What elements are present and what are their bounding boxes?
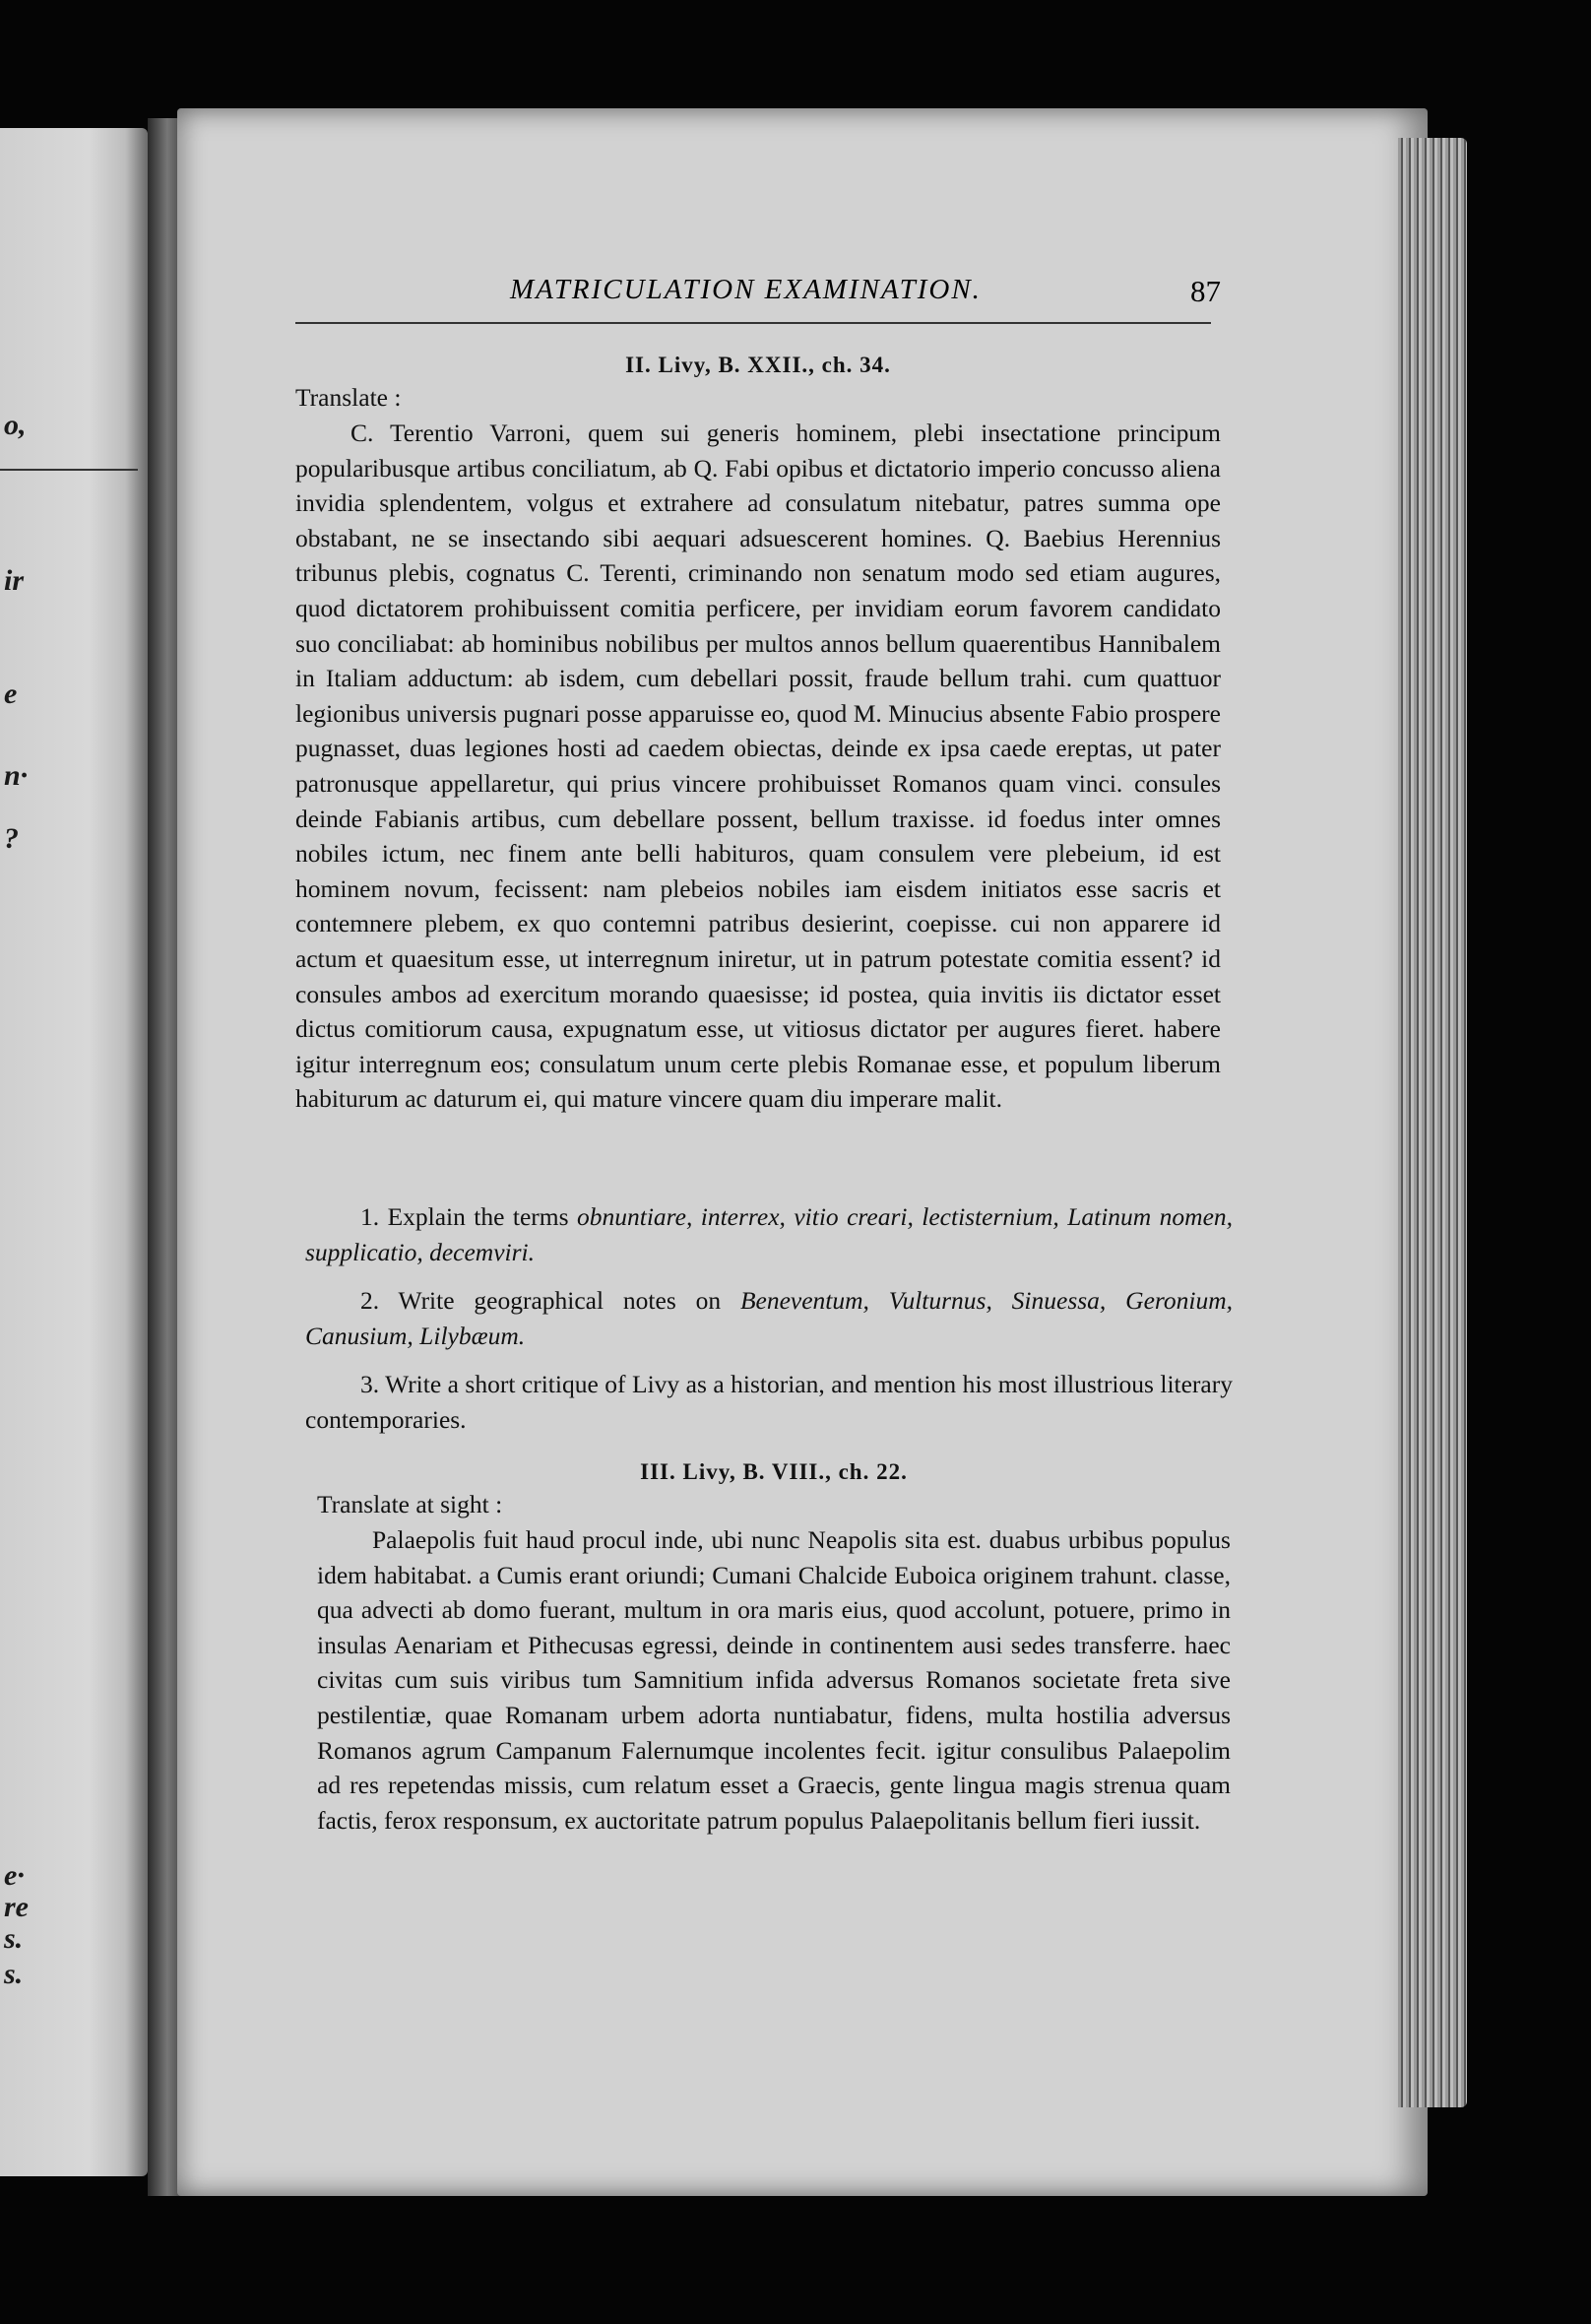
left-page-fragment: n· [4, 759, 29, 792]
left-page-fragment: e [4, 678, 18, 710]
left-page-rule [0, 469, 138, 471]
questions [305, 1199, 1233, 1438]
left-page-fragment: ? [4, 822, 19, 855]
translate-instruction: Translate : [295, 383, 402, 412]
left-page-fragment: s. [4, 1922, 24, 1955]
left-page-fragment: o, [4, 409, 27, 441]
question-2 [305, 1283, 1233, 1353]
section-heading: III. Livy, B. VIII., ch. 22. [640, 1459, 908, 1484]
question-text: Write a short critique of Livy as a historian, and mention his most illustrious literary contemporaries. [305, 1370, 1233, 1434]
section-heading: II. Livy, B. XXII., ch. 34. [625, 353, 891, 377]
section-iii [317, 1457, 1231, 1838]
left-page-fragment: e· [4, 1859, 25, 1892]
latin-passage: Palaepolis fuit haud procul inde, ubi nunc Neapolis sita est. duabus urbibus populus idem habitabat. a Cumis erant oriundi; Cumani Chalcide Euboica originem trahunt. classe, qua advecti ab domo fuerant, multum in ora maris eius, quod accolunt, potuere, primo in insulas Aenariam et Pithecusas egressi, deinde in continentem ausi sedes transferre. haec civitas cum suis viribus tum Samnitium infida adversus Romanos societate freta sive pestilentiæ, quae Romanam urbem adorta nuntiabatur, fidens, multa hostilia adversus Romanos agrum Campanum Falernumque incolentes fecit. igitur consulibus Palaepolim ad res repetendas missis, cum relatum esset a Graecis, gente lingua magis strenua quam factis, ferox responsum, ex auctoritate patrum populus Palaepolitanis bellum fieri iussit. [317, 1525, 1231, 1835]
page-edges [1398, 138, 1467, 2107]
running-head [295, 274, 1221, 313]
question-number: 3. [360, 1370, 380, 1399]
left-page-fragment: s. [4, 1958, 24, 1990]
question-terms: Beneventum, Vulturnus, Sinuessa, Geronium, Canusium, Lilybæum. [305, 1286, 1233, 1350]
question-text: Explain the terms [387, 1202, 577, 1231]
latin-passage: C. Terentio Varroni, quem sui generis hominem, plebi insectatione principum popularibusque artibus conciliatum, ab Q. Fabi opibus et dictatorio imperio concusso aliena invidia splendentem, volgus et extrahere ad consulatum nitebatur, patres summa ope obstabant, ne se insectando sibi aequari adsuescerent homines. Q. Baebius Herennius tribunus plebis, cognatus C. Terenti, criminando non senatum modo sed etiam augures, quod dictatorem prohibuissent comitia perficere, per invidiam eorum favorem candidato suo conciliabat: ab hominibus nobilibus per multos annos bellum quaerentibus Hannibalem in Italiam adductum: ab isdem, cum debellari possit, fraude bellum trahi. cum quattuor legionibus universis pugnari posse apparuisse eo, quod M. Minucius absente Fabio prospere pugnasset, duas legiones hosti ad caedem obiectas, deinde ex ipsa caede ereptas, ut pater patronusque appellaretur, qui prius vincere prohibuisset Romanos quam vinci. consules deinde Fabianis artibus, cum debellare possent, bellum traxisse. id foedus inter omnes nobiles ictum, nec finem ante belli habituros, quam consulem vere plebeium, id est hominem novum, fecissent: nam plebeios nobiles iam eisdem initiatos esse sacris et contemnere plebem, ex quo contemni patribus desierint, coepisse. cui non apparere id actum et quaesitum esse, ut interregnum iniretur, ut in patrum potestate comitia essent? id consules ambos ad exercitum morando quaesisse; id postea, quia invitis iis dictator esset dictus comitiorum causa, expugnatum esse, ut vitiosus dictator per augures fieret. habere igitur interregnum eos; consulatum unum certe plebis Romanae esse, et populum liberum habiturum ac daturum ei, qui mature vincere quam diu imperare malit. [295, 419, 1221, 1114]
question-number: 1. [360, 1202, 380, 1231]
left-page-fragment: ir [4, 564, 25, 597]
left-facing-page [0, 128, 148, 2176]
question-text: Write geographical notes on [398, 1286, 740, 1316]
question-3 [305, 1367, 1233, 1437]
section-ii [295, 351, 1221, 1117]
question-terms: obnuntiare, interrex, vitio creari, lectisternium, Latinum nomen, supplicatio, decemviri. [305, 1202, 1234, 1266]
page-number: 87 [1190, 274, 1221, 308]
translate-instruction: Translate at sight : [317, 1490, 503, 1518]
question-1 [305, 1199, 1233, 1269]
question-number: 2. [360, 1286, 380, 1316]
header-rule [295, 322, 1211, 324]
left-page-fragment: re [4, 1891, 29, 1923]
running-title: MATRICULATION EXAMINATION. [510, 274, 982, 305]
